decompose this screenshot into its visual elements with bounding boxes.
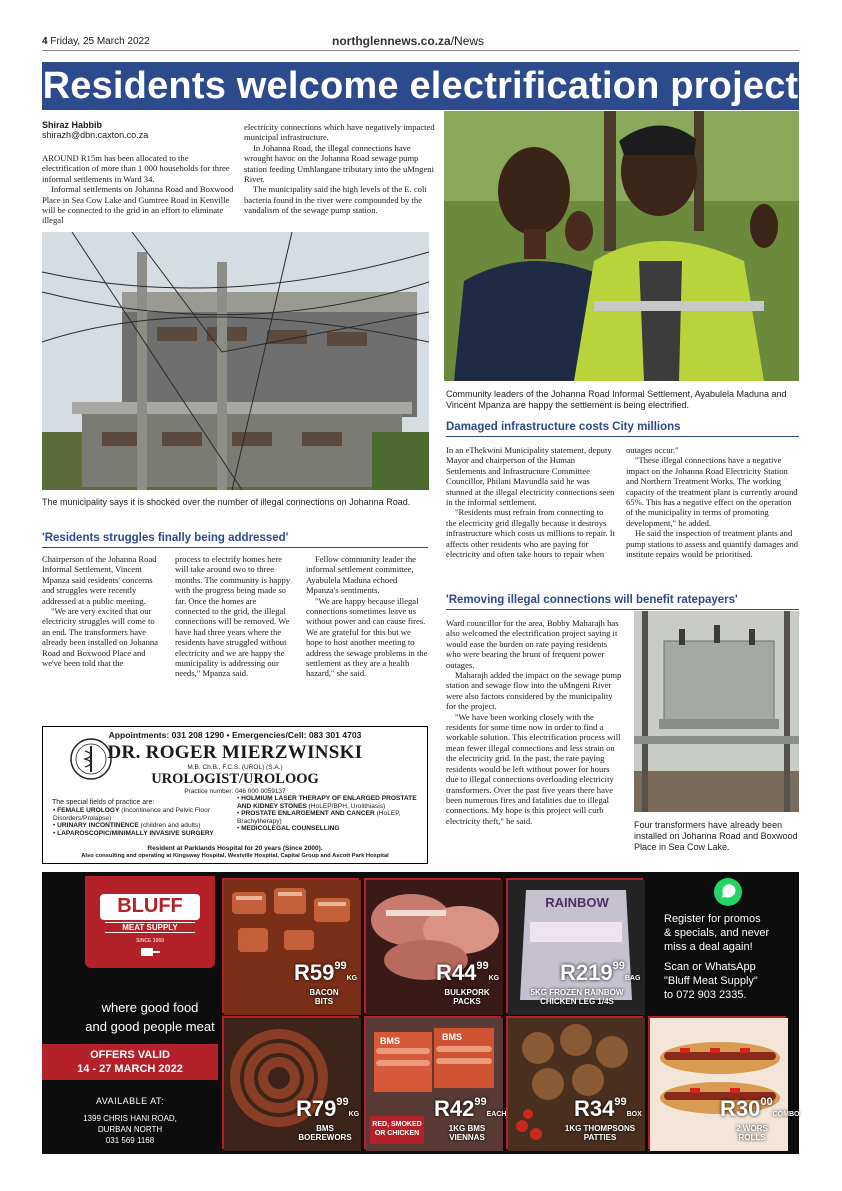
product-name-patties: 1KG THOMPSONS PATTIES <box>564 1124 636 1142</box>
leaders-caption: Community leaders of the Johanna Road Informal Settlement, Ayabulela Maduna and Vincent Mpanza are happy the settlement is being electrified. <box>446 389 787 410</box>
header-rule <box>42 50 799 51</box>
paragraph: Informal settlements on Johanna Road and Boxwood Place in Sea Cow Lake and Gumtree Road in Kenville will be connected to the grid in an effort to eliminate illegal <box>42 184 234 226</box>
promo-line: Register for promos <box>664 913 761 925</box>
price-patties: $R34^{99}BOX$ <box>574 1096 642 1121</box>
product-tile-pork[interactable] <box>364 878 501 1013</box>
page-folio <box>42 36 150 47</box>
address-line-1: 1399 CHRIS HANI ROAD, <box>83 1114 177 1123</box>
author-email[interactable]: shirazh@dbn.caxton.co.za <box>42 130 149 140</box>
damaged-subhead: Damaged infrastructure costs City millions <box>446 421 681 433</box>
urologist-ad[interactable] <box>42 726 428 864</box>
bluff-meat-ad[interactable] <box>42 872 799 1154</box>
logo-word: BLUFF <box>117 895 183 917</box>
bag-brand-label: RAINBOW <box>545 895 609 910</box>
paragraph: process to electrify homes here will take around two to three months. The community is happy with the progress being made so far. Once the homes are connected to the grid, the illegal connections will be removed. We have had three years where the residents have struggled without electricity and we are happy the municipality is addressing our needs," Mpanza said. <box>175 554 291 679</box>
fields-right-list <box>237 795 421 833</box>
price-viennas: $R42^{99}EACH$ <box>434 1096 507 1121</box>
offers-label: OFFERS VALID <box>90 1049 170 1061</box>
building-illustration <box>42 232 429 490</box>
bluff-logo-block <box>85 876 215 968</box>
promo-line: miss a deal again! <box>664 941 753 953</box>
page-number: 4 <box>42 36 48 47</box>
paragraph: outages occur." <box>626 445 679 455</box>
product-name-chicken: 5KG FROZEN RAINBOW CHICKEN LEG 1/4S <box>530 988 624 1006</box>
field-item: • HOLMIUM LASER THERAPY OF ENLARGED PROSTATE AND KIDNEY STONES (HoLEP/BPH, Urolithiasis) <box>237 795 417 810</box>
ad-footer-1: Resident at Parklands Hospital for 20 years (Since 2000). <box>147 845 323 852</box>
practice-number: Practice number: 046 000 0059137 <box>184 788 286 795</box>
byline <box>42 120 232 140</box>
product-tile-chicken[interactable] <box>506 878 643 1013</box>
field-item: • MEDICOLEGAL COUNSELLING <box>237 825 340 833</box>
product-tile-boerewors[interactable] <box>222 1016 359 1149</box>
paragraph: Chairperson of the Johanna Road Informal Settlement, Vincent Mpanza said residents' concerns and struggles were recently addressed at a public meeting. <box>42 554 157 606</box>
damaged-col1 <box>446 445 616 559</box>
ad-contacts: Appointments: 031 208 1290 • Emergencies/Cell: 083 301 4703 <box>108 730 362 740</box>
leaders-illustration <box>444 111 799 381</box>
removing-col <box>446 618 624 826</box>
author-name: Shiraz Habbib <box>42 120 103 130</box>
paragraph: "Residents must refrain from connecting to the electricity grid illegally because it destroys infrastructure which costs us millions to repair. It affects other residents who are paying for electricity and often take hours to repair when <box>446 507 615 560</box>
paragraph: He said the inspection of treatment plants and pump stations to assess and quantify damages and institute repairs would be prioritised. <box>626 528 799 560</box>
offers-banner <box>42 1044 218 1080</box>
product-name-viennas: 1KG BMS VIENNAS <box>448 1124 486 1142</box>
price-pork: $R44^{99}KG$ <box>436 960 500 985</box>
product-tile-wors-rolls[interactable] <box>648 1016 800 1149</box>
product-name-pork: BULKPORK PACKS <box>444 988 490 1006</box>
promo-line: to 072 903 2335. <box>664 989 747 1001</box>
headline: Residents welcome electrification project <box>42 62 799 110</box>
transformer-illustration <box>634 611 799 812</box>
issue-date: Friday, 25 March 2022 <box>50 36 150 47</box>
section-label: /News <box>450 34 485 48</box>
paragraph: In an eThekwini Municipality statement, deputy Mayor and chairperson of the Human Settlements and Infrastructure Committee Councillor, Philani Mavundla said he was stunned at the illegal electricity connections seen in the informal settlement. <box>446 445 615 508</box>
price-wors-rolls: $R30^{00}COMBO$ <box>720 1096 800 1121</box>
paragraph: "We are happy because illegal connections sometimes leave us without power and can cause fires. We are grateful for this but we hope to host another meeting to address the sewage problems in the settlement as they are a health hazard," she said. <box>306 595 428 679</box>
site-url[interactable]: northglennews.co.za <box>332 34 451 48</box>
ad-footer-2: Also consulting and operating at Kingsway Hospital, Westville Hospital, Capital Group and Ascott Park Hospital <box>81 853 389 859</box>
article-col2 <box>244 122 436 216</box>
pack-brand-label: BMS <box>380 1036 400 1046</box>
price-bacon: $R59^{99}KG$ <box>294 960 358 985</box>
since-label: SINCE 1969 <box>136 938 164 944</box>
address-line-2: DURBAN NORTH <box>97 1125 163 1134</box>
struggles-col2 <box>175 554 293 679</box>
doctor-qualifications: M.B. Ch.B., F.C.S. (UROL) (S.A.) <box>187 764 283 771</box>
product-name-bacon: BACON BITS <box>309 988 339 1006</box>
price-boerewors: $R79^{99}KG$ <box>296 1096 360 1121</box>
transformer-caption: Four transformers have already been installed on Johanna Road and Boxwood Place in Sea Cow Lake. <box>634 820 798 852</box>
removing-subhead: 'Removing illegal connections will benefit ratepayers' <box>446 594 738 606</box>
field-item: • URINARY INCONTINENCE (children and adults) <box>53 822 201 830</box>
paragraph: The municipality said the high levels of the E. coli bacteria found in the river were compounded by the vandalism of the sewage pump station. <box>244 184 427 216</box>
slogan-line-2: and good people meat <box>85 1019 215 1034</box>
pack-brand-label-2: BMS <box>442 1032 462 1042</box>
paragraph: "We are very excited that our electricity struggles will come to an end. The transformers have already been installed on Johanna Road and Boxwood Place and we've been told that the <box>42 606 158 669</box>
product-name-boerewors: BMS BOEREWORS <box>298 1124 352 1142</box>
fields-intro: The special fields of practice are: <box>52 799 155 806</box>
building-caption: The municipality says it is shocked over the number of illegal connections on Johanna Road. <box>42 497 411 507</box>
cleaver-icon <box>139 946 161 960</box>
article-col1 <box>42 153 234 226</box>
damaged-col2 <box>626 445 799 559</box>
doctor-name: DR. ROGER MIERZWINSKI <box>107 742 363 763</box>
slogan-line-1: where good food <box>101 1000 199 1015</box>
promo-line: "Bluff Meat Supply" <box>664 975 758 987</box>
promo-line: Scan or WhatsApp <box>664 961 756 973</box>
offers-dates: 14 - 27 MARCH 2022 <box>77 1063 183 1075</box>
struggles-col3 <box>306 554 428 679</box>
promo-text <box>664 912 796 1002</box>
fields-left-list <box>53 807 233 837</box>
doctor-title: UROLOGIST/UROLOOG <box>151 771 319 787</box>
product-tile-viennas[interactable] <box>364 1016 507 1149</box>
paragraph: Maharajh added the impact on the sewage pump station and sewage flow into the uMngeni River were also factors considered by the municipality for the project. <box>446 670 622 712</box>
promo-line: & specials, and never <box>664 927 770 939</box>
paragraph: electricity connections which have negatively impacted municipal infrastructure. <box>244 122 435 143</box>
leaders-photo <box>444 111 799 381</box>
building-photo <box>42 232 429 490</box>
paragraph: In Johanna Road, the illegal connections have wrought havoc on the Johanna Road sewage pump station feeding Umhlangane tributary into the uMngeni River. <box>244 142 434 185</box>
field-item: • PROSTATE ENLARGEMENT AND CANCER (HoLEP, Brachytherapy) <box>237 810 401 825</box>
price-chicken: $R219^{99}BAG$ <box>560 960 641 985</box>
product-tile-patties[interactable] <box>506 1016 643 1149</box>
available-label: AVAILABLE AT: <box>95 1096 165 1106</box>
paragraph: "These illegal connections have a negative impact on the Johanna Road Electricity Station and Northern Treatment Works. The working capacity of the treatment plant is currently around 65%. This has a negative effect on the operation of the municipality in terms of promoting development," he added. <box>626 455 798 528</box>
paragraph: "We have been working closely with the residents for some time now in order to find a workable solution. This electrification process will mean fewer illegal connections and less strain on the electricity grid. In the past, the rate paying residents would be left without power for hours due to illegal connections overloading electricity transformers. Over the past five years there have been numerous fires and fatalities due to illegal connections. My hope is this project will curb electricity theft," he said. <box>446 711 621 826</box>
viennas-badge: RED, SMOKED OR CHICKEN <box>370 1116 424 1144</box>
field-item: • FEMALE UROLOGY (Incontinence and Pelvic Floor Disorders/Prolapse) <box>53 807 210 822</box>
removing-rule <box>446 609 799 610</box>
phone-number[interactable]: 031 569 1168 <box>105 1136 155 1145</box>
struggles-rule <box>42 547 428 548</box>
transformer-photo <box>634 611 799 812</box>
site-banner <box>332 34 484 48</box>
paragraph: Fellow community leader the informal settlement committee, Ayabulela Maduna echoed Mpanza's sentiments. <box>306 554 416 596</box>
struggles-subhead: 'Residents struggles finally being addressed' <box>42 532 289 544</box>
product-tile-bacon[interactable] <box>222 878 359 1013</box>
field-item: • LAPAROSCOPIC/MINIMALLY INVASIVE SURGERY <box>53 829 214 837</box>
struggles-col1 <box>42 554 160 668</box>
logo-sub: MEAT SUPPLY <box>105 922 195 933</box>
paragraph: Ward councillor for the area, Bobby Maharajh has also welcomed the electrification project saying it would ease the burden on rate paying residents who were bearing the brunt of frequent power outages. <box>446 618 619 670</box>
paragraph: AROUND R15m has been allocated to the electrification of more than 1 000 households for three informal settlements in Ward 34. <box>42 153 230 184</box>
damaged-rule <box>446 436 799 437</box>
whatsapp-icon[interactable] <box>712 876 744 908</box>
product-name-wors-rolls: 2 WORS ROLLS <box>736 1124 768 1142</box>
